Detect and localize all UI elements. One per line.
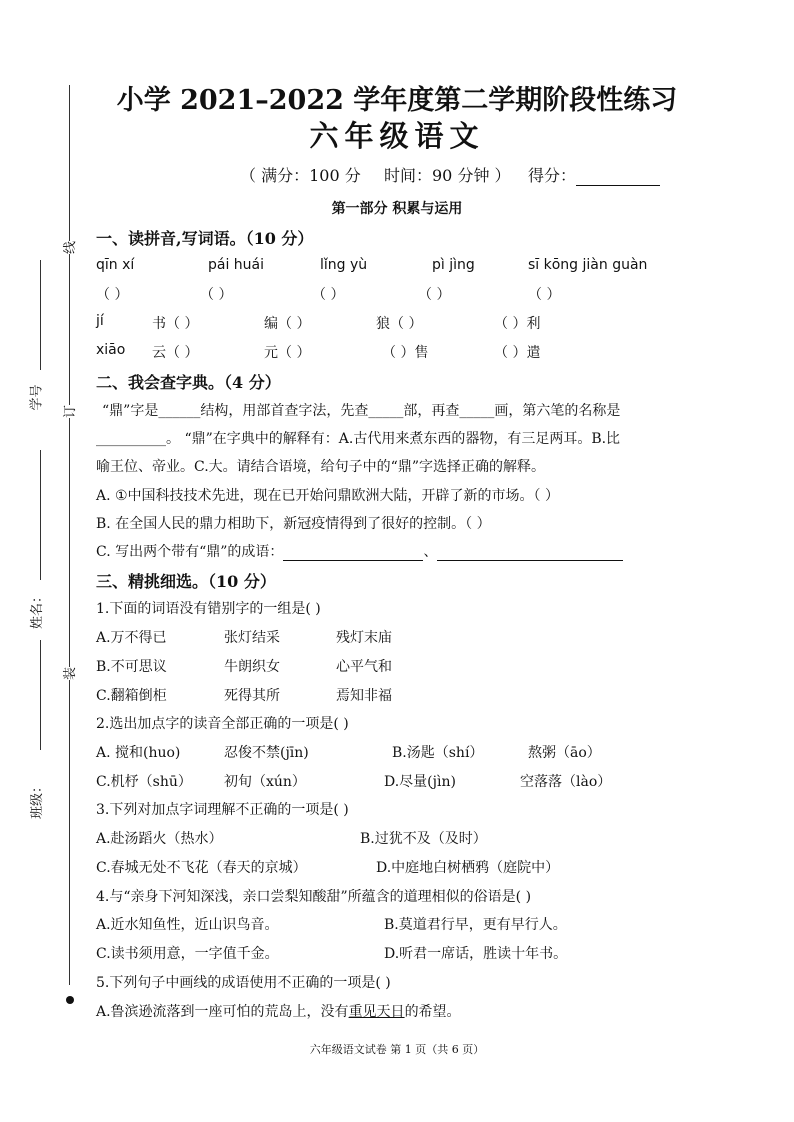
binding-mark-zhuang: 装 xyxy=(59,667,78,680)
section2-heading: 二、我会查字典。（4 分） xyxy=(96,373,281,392)
exam-subtitle: 六年级语文 xyxy=(309,119,485,153)
q1-option-b2: 牛朗织女 xyxy=(224,659,280,675)
q1-option-b1: B.不可思议 xyxy=(96,659,167,675)
q3-option-b: B.过犹不及（及时） xyxy=(360,831,487,847)
q1-option-c3: 焉知非福 xyxy=(336,688,392,704)
q5-option-a-pre: A.鲁滨逊流落到一座可怕的荒岛上，没有 xyxy=(96,1004,349,1020)
q1-option-c1: C.翻箱倒柜 xyxy=(96,688,167,704)
row-ji-label: jí xyxy=(96,313,104,329)
q1-option-a3: 残灯末庙 xyxy=(336,630,392,646)
class-label: 班级： xyxy=(30,779,46,820)
row-xiao-item-3[interactable]: （ ）售 xyxy=(382,345,429,361)
pinyin-4: pì jìng xyxy=(432,257,475,273)
q4-option-c: C.读书须用意，一字值千金。 xyxy=(96,946,279,962)
answer-box-5[interactable]: （ ） xyxy=(528,287,561,303)
name-label: 姓名： xyxy=(30,589,46,630)
answer-box-1[interactable]: （ ） xyxy=(96,287,129,303)
q4-stem[interactable]: 4.与“亲身下河知深浅，亲口尝梨知酸甜”所蕴含的道理相似的俗语是( ) xyxy=(96,889,532,905)
q2-option-d2: 空落落（lào） xyxy=(520,774,612,790)
q1-option-a2: 张灯结采 xyxy=(224,630,280,646)
pinyin-2: pái huái xyxy=(208,257,265,273)
q4-option-b: B.莫道君行早，更有早行人。 xyxy=(384,917,567,933)
q3-option-c: C.春城无处不飞花（春天的京城） xyxy=(96,860,307,876)
bullet-dot xyxy=(66,996,74,1004)
page-footer: 六年级语文试卷 第 1 页（共 6 页） xyxy=(309,1043,485,1056)
q2-option-c1: C.机杼（shū） xyxy=(96,774,192,790)
row-ji-item-2[interactable]: 编（ ） xyxy=(264,316,311,332)
q2-option-a2: 忍俊不禁(jīn) xyxy=(224,745,309,761)
row-xiao-label: xiāo xyxy=(96,342,126,358)
exam-time: 时间：90 分钟 ） xyxy=(384,166,511,185)
full-score: （ 满分：100 分 xyxy=(240,166,361,185)
q2-option-a1: A. 搅和(huo) xyxy=(96,745,181,761)
section2-paragraph-1: “鼎”字是______结构，用部首查字法，先查_____部，再查_____画，第六笔的名称是 xyxy=(102,403,621,419)
row-xiao-item-2[interactable]: 元（ ） xyxy=(264,345,311,361)
binding-mark-xian: 线 xyxy=(59,241,78,254)
exam-title: 小学 2021–2022 学年度第二学期阶段性练习 xyxy=(116,85,678,116)
part1-title: 第一部分 积累与运用 xyxy=(331,201,463,217)
section1-heading: 一、读拼音,写词语。（10 分） xyxy=(96,229,314,248)
q5-option-a-post: 的希望。 xyxy=(404,1004,461,1020)
q5-option-a xyxy=(96,1001,461,1021)
name-line xyxy=(40,450,41,580)
class-line xyxy=(40,640,41,750)
student-id-label: 学号 xyxy=(29,384,45,411)
row-ji-item-1[interactable]: 书（ ） xyxy=(152,316,199,332)
section2-question-b[interactable]: B. 在全国人民的鼎力相助下，新冠疫情得到了很好的控制。（ ） xyxy=(96,516,491,532)
score-field[interactable] xyxy=(528,163,660,186)
pinyin-1: qīn xí xyxy=(96,257,135,273)
q3-stem[interactable]: 3.下列对加点字词理解不正确的一项是( ) xyxy=(96,802,349,818)
q4-option-d: D.听君一席话，胜读十年书。 xyxy=(384,946,568,962)
q2-option-c2: 初旬（xún） xyxy=(224,774,306,790)
answer-box-3[interactable]: （ ） xyxy=(312,287,345,303)
q1-option-a1: A.万不得已 xyxy=(96,630,167,646)
q3-option-a: A.赴汤蹈火（热水） xyxy=(96,831,223,847)
q1-option-b3: 心平气和 xyxy=(336,659,392,675)
section3-heading: 三、精挑细选。（10 分） xyxy=(96,572,276,591)
q1-option-c2: 死得其所 xyxy=(224,688,280,704)
section2-question-c[interactable]: C. 写出两个带有“鼎”的成语： 、 xyxy=(96,541,623,561)
section2-question-c-text: C. 写出两个带有“鼎”的成语： xyxy=(96,544,284,560)
q2-stem[interactable]: 2.选出加点字的读音全部正确的一项是( ) xyxy=(96,716,349,732)
pinyin-5: sī kōng jiàn guàn xyxy=(528,257,648,273)
q5-stem[interactable]: 5.下列句子中画线的成语使用不正确的一项是( ) xyxy=(96,975,391,991)
answer-box-2[interactable]: （ ） xyxy=(200,287,233,303)
idiom-blank-2[interactable] xyxy=(437,546,623,561)
q2-option-d1: D.尽量(jìn) xyxy=(384,774,456,790)
score-label: 得分： xyxy=(528,166,577,185)
q5-underlined-idiom: 重见天日 xyxy=(348,1004,405,1020)
idiom-blank-1[interactable] xyxy=(283,546,423,561)
q2-option-b2: 熬粥（āo） xyxy=(528,745,601,761)
pinyin-3: lǐng yù xyxy=(320,257,368,273)
binding-line xyxy=(69,85,70,985)
q3-option-d: D.中庭地白树栖鸦（庭院中） xyxy=(376,860,560,876)
q2-option-b1: B.汤匙（shí） xyxy=(392,745,484,761)
row-ji-item-3[interactable]: 狼（ ） xyxy=(376,316,423,332)
q1-stem[interactable]: 1.下面的词语没有错别字的一组是( ) xyxy=(96,601,321,617)
row-xiao-item-4[interactable]: （ ）遣 xyxy=(494,345,541,361)
section2-question-a[interactable]: A. ①中国科技技术先进，现在已开始问鼎欧洲大陆，开辟了新的市场。（ ） xyxy=(96,488,560,504)
q4-option-a: A.近水知鱼性，近山识鸟音。 xyxy=(96,917,279,933)
section2-paragraph-3: 喻王位、帝业。C.大。请结合语境，给句子中的“鼎”字选择正确的解释。 xyxy=(96,459,545,475)
section2-paragraph-2: __________。 “鼎”在字典中的解释有：A.古代用来煮东西的器物，有三足两耳。B.比 xyxy=(96,431,621,447)
row-xiao-item-1[interactable]: 云（ ） xyxy=(152,345,199,361)
student-id-line xyxy=(40,260,41,370)
binding-mark-ding: 订 xyxy=(59,405,78,418)
score-blank[interactable] xyxy=(576,169,660,186)
answer-box-4[interactable]: （ ） xyxy=(418,287,451,303)
row-ji-item-4[interactable]: （ ）利 xyxy=(494,316,541,332)
